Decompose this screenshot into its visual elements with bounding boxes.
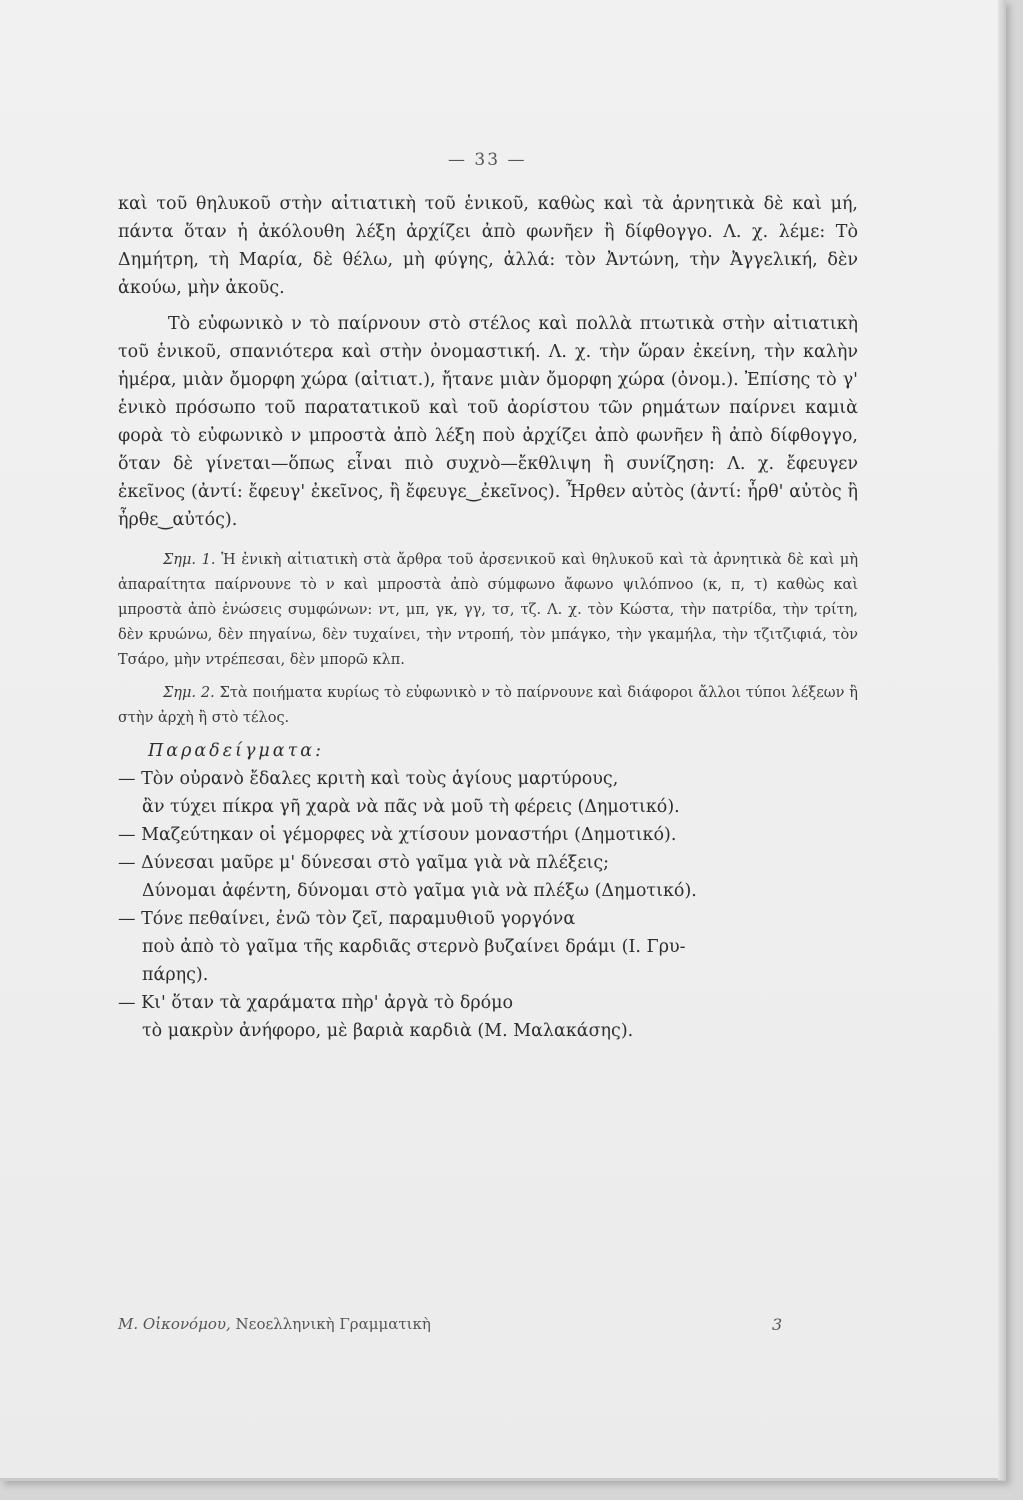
page-body (118, 190, 858, 1045)
note-label: Σημ. 1. (163, 552, 216, 568)
page-number: — 33 — (448, 150, 527, 170)
example-line: — Δύνεσαι μαῦρε μ' δύνεσαι στὸ γαῖμα γιὰ νὰ πλέξεις; (118, 853, 610, 873)
note-2 (118, 681, 858, 731)
footer-author: Μ. Οἰκονόμου, (118, 1315, 231, 1333)
example-line-cont: ποὺ ἀπὸ τὸ γαῖμα τῆς καρδιᾶς στερνὸ βυζαίνει δράμι (Ι. Γρυ- (142, 937, 686, 957)
example-line: — Τόνε πεθαίνει, ἐνῶ τὸν ζεῖ, παραμυθιοῦ γοργόνα (118, 909, 576, 929)
note-text: Ἡ ἑνικὴ αἰτιατικὴ στὰ ἄρθρα τοῦ ἀρσενικοῦ καὶ θηλυκοῦ καὶ τὰ ἀρνητικὰ δὲ καὶ μὴ ἀπαραίτητα παίρνουνε τὸ ν καὶ μπροστὰ ἀπὸ σύμφωνο ἄφωνο ψιλόπνοο (κ, π, τ) καθὼς καὶ μπροστὰ ἀπὸ ἑνώσεις συμφώνων: ντ, μπ, γκ, γγ, τσ, τζ. Λ. χ. τὸν Κώστα, τὴν πατρίδα, τὴν τρίτη, δὲν κρυώνω, δὲν πηγαίνω, δὲν τυχαίνει, τὴν ντροπή, τὸν μπάγκο, τὴν γκαμήλα, τὴν τζιτζιφιά, τὸν Τσάρο, μὴν ντρέπεσαι, δὲν μπορῶ κλπ. (118, 552, 859, 668)
example-line-cont: τὸ μακρὺν ἀνήφορο, μὲ βαριὰ καρδιὰ (Μ. Μαλακάσης). (142, 1021, 634, 1041)
footer-title: Νεοελληνικὴ Γραμματικὴ (235, 1315, 431, 1333)
example-line: — Μαζεύτηκαν οἱ γέμορφες νὰ χτίσουν μοναστήρι (Δημοτικό). (118, 825, 677, 845)
note-1 (118, 548, 858, 673)
paragraph: Τὸ εὐφωνικὸ ν τὸ παίρνουν στὸ στέλος καὶ πολλὰ πτωτικὰ στὴν αἰτιατικὴ τοῦ ἑνικοῦ, σπανιότερα καὶ στὴν ὀνομαστική. Λ. χ. τὴν ὥραν ἐκείνη, τὴν καλὴν ἡμέρα, μιὰν ὄμορφη χώρα (αἰτιατ.), ἤτανε μιὰν ὄμορφη χώρα (ὀνομ.). Ἐπίσης τὸ γ' ἑνικὸ πρόσωπο τοῦ παρατατικοῦ καὶ τοῦ ἀορίστου τῶν ρημάτων παίρνει καμιὰ φορὰ τὸ εὐφωνικὸ ν μπροστὰ ἀπὸ λέξη ποὺ ἀρχίζει ἀπὸ φωνῆεν ἢ ἀπὸ δίφθογγο, ὅταν δὲ γίνεται—ὅπως εἶναι πιὸ συχνὸ—ἔκθλιψη ἢ συνίζηση: Λ. χ. ἔφευγεν ἐκεῖνος (ἀντί: ἔφευγ' ἐκεῖνος, ἢ ἔφευγε‿ἐκεῖνος). Ἦρθεν αὐτὸς (ἀντί: ἦρθ' αὐτὸς ἢ ἦρθε‿αὐτός). (118, 314, 858, 530)
examples-title: Παραδείγματα: (148, 741, 325, 761)
page-edge (998, 0, 1004, 1480)
example-line: — Κι' ὅταν τὰ χαράματα πὴρ' ἀργὰ τὸ δρόμο (118, 993, 514, 1013)
note-label: Σημ. 2. (163, 685, 215, 701)
page-footer (118, 1315, 818, 1333)
example-line: — Τὸν οὐρανὸ ἔδαλες κριτὴ καὶ τοὺς ἁγίους μαρτύρους, (118, 769, 619, 789)
note-text: Στὰ ποιήματα κυρίως τὸ εὐφωνικὸ ν τὸ παίρνουνε καὶ διάφοροι ἄλλοι τύποι λέξεων ἢ στὴν ἀρχὴ ἢ στὸ τέλος. (118, 685, 858, 726)
sheet-number: 3 (772, 1315, 783, 1334)
example-line-cont: ἂν τύχει πίκρα γῆ χαρὰ νὰ πᾶς νὰ μοῦ τὴ φέρεις (Δημοτικό). (142, 797, 680, 817)
examples-list (118, 765, 858, 1045)
paragraph: καὶ τοῦ θηλυκοῦ στὴν αἰτιατικὴ τοῦ ἑνικοῦ, καθὼς καὶ τὰ ἀρνητικὰ δὲ καὶ μή, πάντα ὅταν ἡ ἀκόλουθη λέξη ἀρχίζει ἀπὸ φωνῆεν ἢ δίφθογγο. Λ. χ. λέμε: Τὸ Δημήτρη, τὴ Μαρία, δὲ θέλω, μὴ φύγης, ἀλλά: τὸν Ἀντώνη, τὴν Ἀγγελική, δὲν ἀκούω, μὴν ἀκοῦς. (118, 194, 858, 298)
example-line-cont: Δύνομαι ἀφέντη, δύνομαι στὸ γαῖμα γιὰ νὰ πλέξω (Δημοτικό). (142, 881, 697, 901)
example-line-cont: πάρης). (142, 965, 209, 985)
